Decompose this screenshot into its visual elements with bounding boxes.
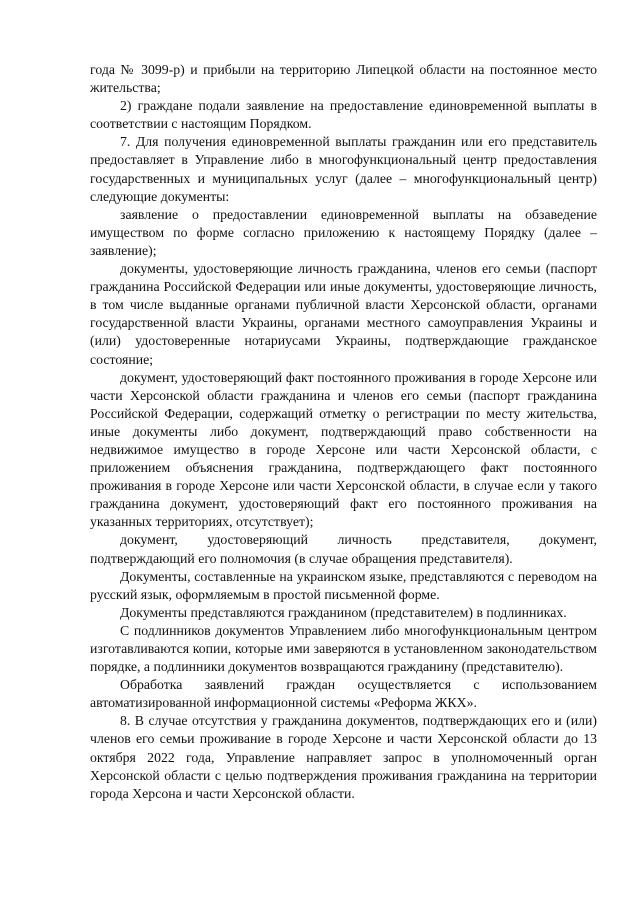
paragraph-originals: Документы представляются гражданином (представителем) в подлинниках. xyxy=(120,604,567,620)
paragraph-processing: Обработка заявлений граждан осуществляется с использованием автоматизированной информационной системы «Реформа ЖКХ». xyxy=(90,677,597,711)
paragraph-item-8: 8. В случае отсутствия у гражданина документов, подтверждающих его и (или) членов его семьи проживание в городе Херсоне и части Херсонской области до 13 октября 2022 года, Управление направляет запрос в уполномоченный орган Херсонской области с целью подтверждения проживания гражданина на территории города Херсона и части Херсонской области. xyxy=(90,713,597,801)
document-body xyxy=(90,61,597,803)
paragraph-application: заявление о предоставлении единовременной выплаты на обзаведение имуществом по форме согласно приложению к настоящему Порядку (далее – заявление); xyxy=(90,206,597,258)
paragraph-continuation: года № 3099-р) и прибыли на территорию Липецкой области на постоянное место жительства; xyxy=(90,62,597,96)
paragraph-ukrainian-translation: Документы, составленные на украинском языке, представляются с переводом на русский язык, оформляемым в простой письменной форме. xyxy=(90,568,597,602)
paragraph-residence-document: документ, удостоверяющий факт постоянного проживания в городе Херсоне или части Херсонской области гражданина и членов его семьи (паспорт гражданина Российской Федерации, содержащий отметку о регистрации по месту жительства, иные документы либо документ, подтверждающий право собственности на недвижимое имущество в городе Херсоне или части Херсонской области, с приложением объяснения гражданина, подтверждающего факт постоянного проживания в городе Херсоне или части Херсонской области, в случае если у такого гражданина документ, удостоверяющий факт его постоянного проживания на указанных территориях, отсутствует); xyxy=(90,369,597,530)
paragraph-representative-document: документ, удостоверяющий личность представителя, документ, подтверждающий его полномочия (в случае обращения представителя). xyxy=(90,532,597,566)
paragraph-copies: С подлинников документов Управлением либо многофункциональным центром изготавливаются копии, которые ими заверяются в установленном законодательством порядке, а подлинники документов возвращаются гражданину (представителю). xyxy=(90,622,597,675)
paragraph-condition-2: 2) граждане подали заявление на предоставление единовременной выплаты в соответствии с настоящим Порядком. xyxy=(90,98,597,132)
paragraph-identity-documents: документы, удостоверяющие личность гражданина, членов его семьи (паспорт гражданина Российской Федерации или иные документы, удостоверяющие личность, в том числе выданные органами публичной власти Херсонской области, органами государственной власти Украины, органами местного самоуправления Украины и (или) удостоверенные нотариусами Украины, подтверждающие гражданское состояние; xyxy=(90,261,597,367)
paragraph-item-7: 7. Для получения единовременной выплаты гражданин или его представитель предоставляет в Управление либо в многофункциональный центр предоставления государственных и муниципальных услуг (далее – многофункциональный центр) следующие документы: xyxy=(90,134,597,204)
